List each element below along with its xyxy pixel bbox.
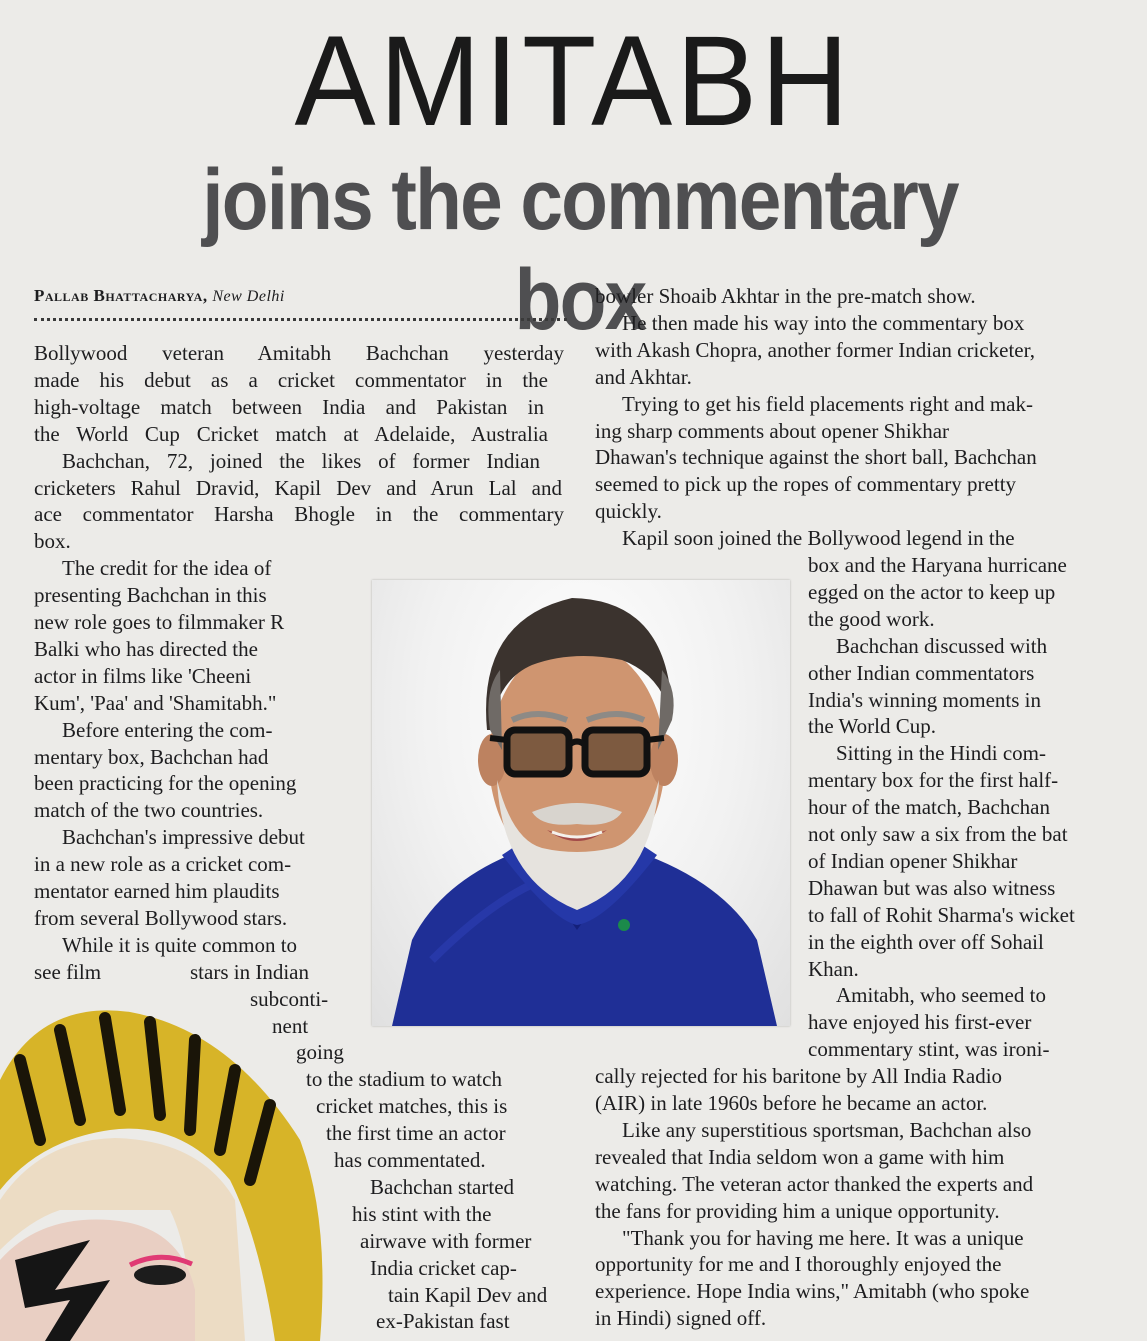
- article-line: Sitting in the Hindi com-: [836, 741, 1046, 766]
- amitabh-portrait-illustration: [372, 580, 790, 1026]
- byline-place: New Delhi: [212, 288, 285, 305]
- article-line: ing sharp comments about opener Shikhar: [595, 418, 950, 443]
- article-line: of Indian opener Shikhar: [808, 848, 1018, 873]
- article-line: Dhawan's technique against the short ball, Bachchan: [595, 445, 1037, 470]
- article-line: tain Kapil Dev and: [388, 1282, 548, 1307]
- article-line: ace commentator Harsha Bhogle in the commentary: [34, 502, 564, 527]
- article-line: the good work.: [808, 606, 935, 631]
- article-line: in a new role as a cricket com-: [34, 852, 292, 877]
- article-line: Bachchan started: [370, 1174, 515, 1199]
- article-line: cricketers Rahul Dravid, Kapil Dev and Arun Lal and: [34, 475, 562, 500]
- article-line: airwave with former: [360, 1228, 532, 1253]
- article-line: to fall of Rohit Sharma's wicket: [808, 902, 1075, 927]
- byline: [34, 286, 285, 306]
- article-line: cally rejected for his baritone by All India Radio: [595, 1064, 1003, 1089]
- article-line: cricket matches, this is: [316, 1094, 508, 1119]
- article-line: hour of the match, Bachchan: [808, 795, 1050, 820]
- article-line: mentary box, Bachchan had: [34, 744, 269, 769]
- article-line: not only saw a six from the bat: [808, 822, 1068, 846]
- article-line: with Akash Chopra, another former Indian cricketer,: [595, 337, 1036, 362]
- article-line: The credit for the idea of: [62, 556, 272, 581]
- article-line: egged on the actor to keep up: [808, 579, 1056, 604]
- article-line: and Akhtar.: [595, 364, 692, 389]
- article-line: India cricket cap-: [370, 1255, 517, 1280]
- article-line: other Indian commentators: [808, 660, 1035, 685]
- headline-sub: joins the commentary box: [202, 152, 958, 348]
- article-line: Bachchan, 72, joined the likes of former Indian: [62, 448, 540, 473]
- article-line: going: [296, 1040, 344, 1065]
- article-line: presenting Bachchan in this: [34, 583, 267, 608]
- article-line: quickly.: [595, 499, 662, 524]
- article-line: have enjoyed his first-ever: [808, 1010, 1032, 1035]
- article-line: the first time an actor: [326, 1121, 506, 1146]
- article-line: Bollywood veteran Amitabh Bachchan yesterday: [34, 341, 564, 365]
- article-line: from several Bollywood stars.: [34, 905, 288, 930]
- article-photo: [372, 580, 790, 1026]
- article-line: Before entering the com-: [62, 717, 273, 742]
- byline-author: Pallab Bhattacharya,: [34, 286, 208, 305]
- article-line: match of the two countries.: [34, 798, 264, 823]
- article-line: made his debut as a cricket commentator in the: [34, 367, 548, 392]
- article-line: the World Cup Cricket match at Adelaide, Australia: [34, 421, 548, 446]
- article-line: Trying to get his field placements right and mak-: [622, 391, 1033, 416]
- article-line: Kapil soon joined the Bollywood legend in the: [622, 526, 1015, 551]
- article-line: see film: [34, 959, 102, 984]
- inset-photo: [0, 990, 330, 1341]
- byline-divider: [34, 318, 567, 321]
- article-line: Khan.: [808, 956, 859, 981]
- article-line: been practicing for the opening: [34, 771, 297, 796]
- article-line: in the eighth over off Sohail: [808, 929, 1044, 954]
- headline-main: AMITABH: [294, 10, 853, 153]
- article-line: revealed that India seldom won a game with him: [595, 1144, 1005, 1169]
- article-line: mentator earned him plaudits: [34, 879, 280, 903]
- article-line: Bachchan's impressive debut: [62, 825, 305, 850]
- article-line: the fans for providing him a unique opportunity.: [595, 1198, 1000, 1223]
- article-line: Balki who has directed the: [34, 636, 258, 661]
- article-line: experience. Hope India wins," Amitabh (who spoke: [595, 1279, 1030, 1304]
- article-line: box and the Haryana hurricane: [808, 553, 1067, 577]
- article-line: his stint with the: [352, 1201, 492, 1226]
- article-line: "Thank you for having me here. It was a unique: [622, 1225, 1024, 1250]
- article-line: box.: [34, 529, 71, 554]
- article-line: India's winning moments in: [808, 687, 1042, 712]
- article-line: to the stadium to watch: [306, 1067, 502, 1092]
- article-line: bowler Shoaib Akhtar in the pre-match show.: [595, 284, 976, 308]
- article-line: He then made his way into the commentary box: [622, 310, 1025, 335]
- article-line: Like any superstitious sportsman, Bachchan also: [622, 1117, 1032, 1142]
- article-line: high-voltage match between India and Pakistan in: [34, 394, 544, 419]
- article-line: (AIR) in late 1960s before he became an actor.: [595, 1091, 988, 1115]
- article-line: stars in Indian: [190, 959, 309, 984]
- article-line: actor in films like 'Cheeni: [34, 663, 252, 688]
- painted-face-illustration: [0, 990, 330, 1341]
- article-line: has commentated.: [334, 1148, 486, 1172]
- article-line: nent: [272, 1013, 309, 1038]
- article-line: seemed to pick up the ropes of commentary pretty: [595, 472, 1017, 497]
- article-line: While it is quite common to: [62, 932, 298, 957]
- article-line: mentary box for the first half-: [808, 768, 1059, 793]
- article-line: Amitabh, who seemed to: [836, 983, 1046, 1008]
- article-line: Kum', 'Paa' and 'Shamitabh.": [34, 690, 277, 715]
- article-line: ex-Pakistan fast: [376, 1309, 510, 1334]
- article-line: commentary stint, was ironi-: [808, 1037, 1050, 1062]
- article-line: Dhawan but was also witness: [808, 875, 1056, 900]
- article-line: watching. The veteran actor thanked the experts and: [595, 1171, 1034, 1196]
- article-line: in Hindi) signed off.: [595, 1306, 767, 1331]
- article-line: subconti-: [250, 986, 329, 1011]
- article-line: the World Cup.: [808, 714, 936, 739]
- article-line: new role goes to filmmaker R: [34, 610, 285, 634]
- article-line: opportunity for me and I thoroughly enjoyed the: [595, 1252, 1002, 1277]
- article-line: Bachchan discussed with: [836, 633, 1048, 658]
